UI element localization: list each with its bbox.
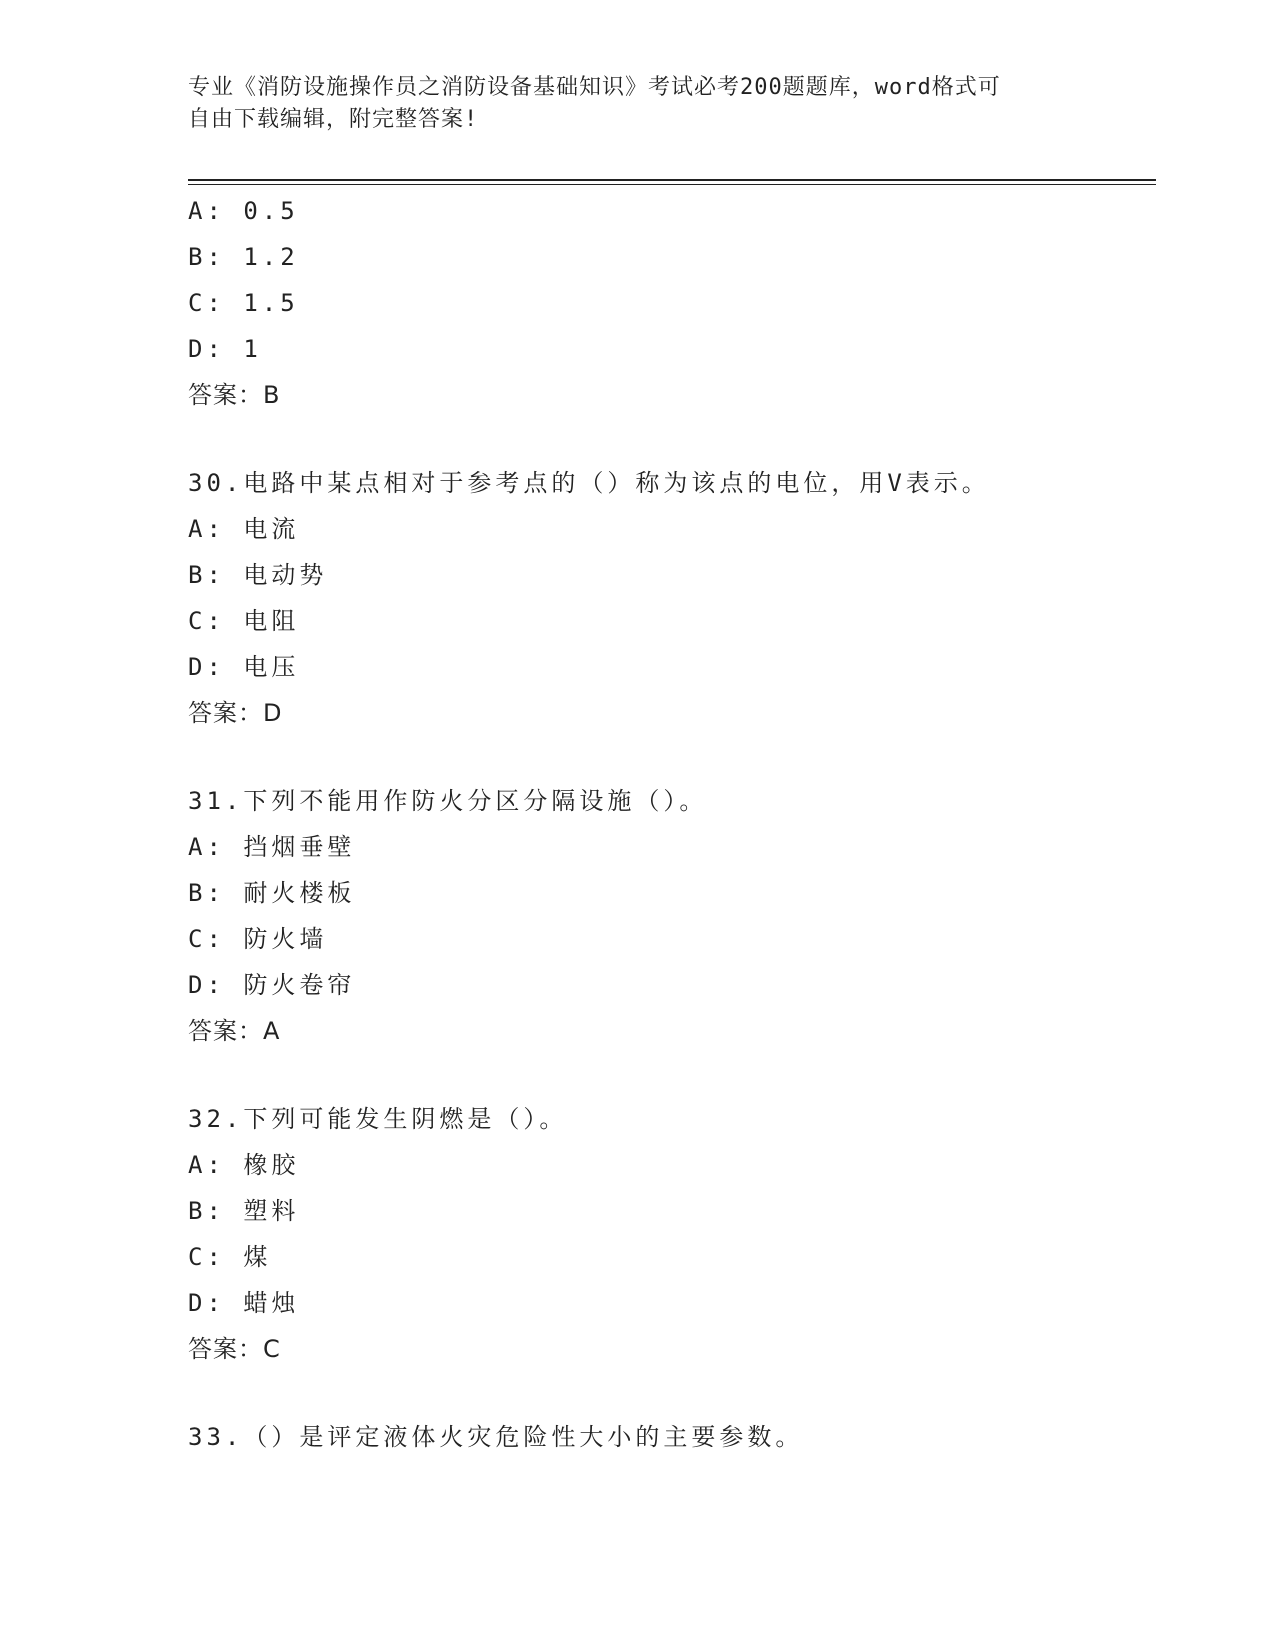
question-stem: 32.下列可能发生阴燃是（）。 [188, 1105, 568, 1133]
option-d: D: 蜡烛 [188, 1289, 300, 1317]
option-c: C: 电阻 [188, 607, 300, 635]
question-block [188, 1414, 1156, 1460]
answer-line: 答案：A [188, 1017, 281, 1045]
option-a: A: 电流 [188, 515, 300, 543]
option-d: D: 1 [188, 335, 262, 363]
question-block [188, 778, 1156, 1054]
option-a: A: 橡胶 [188, 1151, 300, 1179]
question-block [188, 188, 1156, 418]
answer-line: 答案：C [188, 1335, 281, 1363]
header-divider [188, 179, 1156, 185]
question-stem: 30.电路中某点相对于参考点的（）称为该点的电位，用V表示。 [188, 469, 990, 497]
option-d: D: 防火卷帘 [188, 971, 356, 999]
question-stem: 33.（）是评定液体火灾危险性大小的主要参数。 [188, 1423, 804, 1451]
option-b: B: 1.2 [188, 243, 299, 271]
header-title-line-1: 专业《消防设施操作员之消防设备基础知识》考试必考200题题库，word格式可 [188, 75, 1001, 100]
option-c: C: 防火墙 [188, 925, 328, 953]
question-list [188, 188, 1156, 1460]
answer-line: 答案：B [188, 381, 281, 409]
option-b: B: 电动势 [188, 561, 328, 589]
header-title-line-2: 自由下载编辑，附完整答案! [188, 107, 479, 132]
question-block [188, 1096, 1156, 1372]
option-c: C: 1.5 [188, 289, 299, 317]
question-stem: 31.下列不能用作防火分区分隔设施（）。 [188, 787, 708, 815]
option-b: B: 塑料 [188, 1197, 300, 1225]
option-a: A: 0.5 [188, 197, 299, 225]
option-d: D: 电压 [188, 653, 300, 681]
question-block [188, 460, 1156, 736]
option-c: C: 煤 [188, 1243, 272, 1271]
answer-line: 答案：D [188, 699, 283, 727]
document-header [188, 72, 1068, 136]
option-b: B: 耐火楼板 [188, 879, 356, 907]
option-a: A: 挡烟垂壁 [188, 833, 356, 861]
